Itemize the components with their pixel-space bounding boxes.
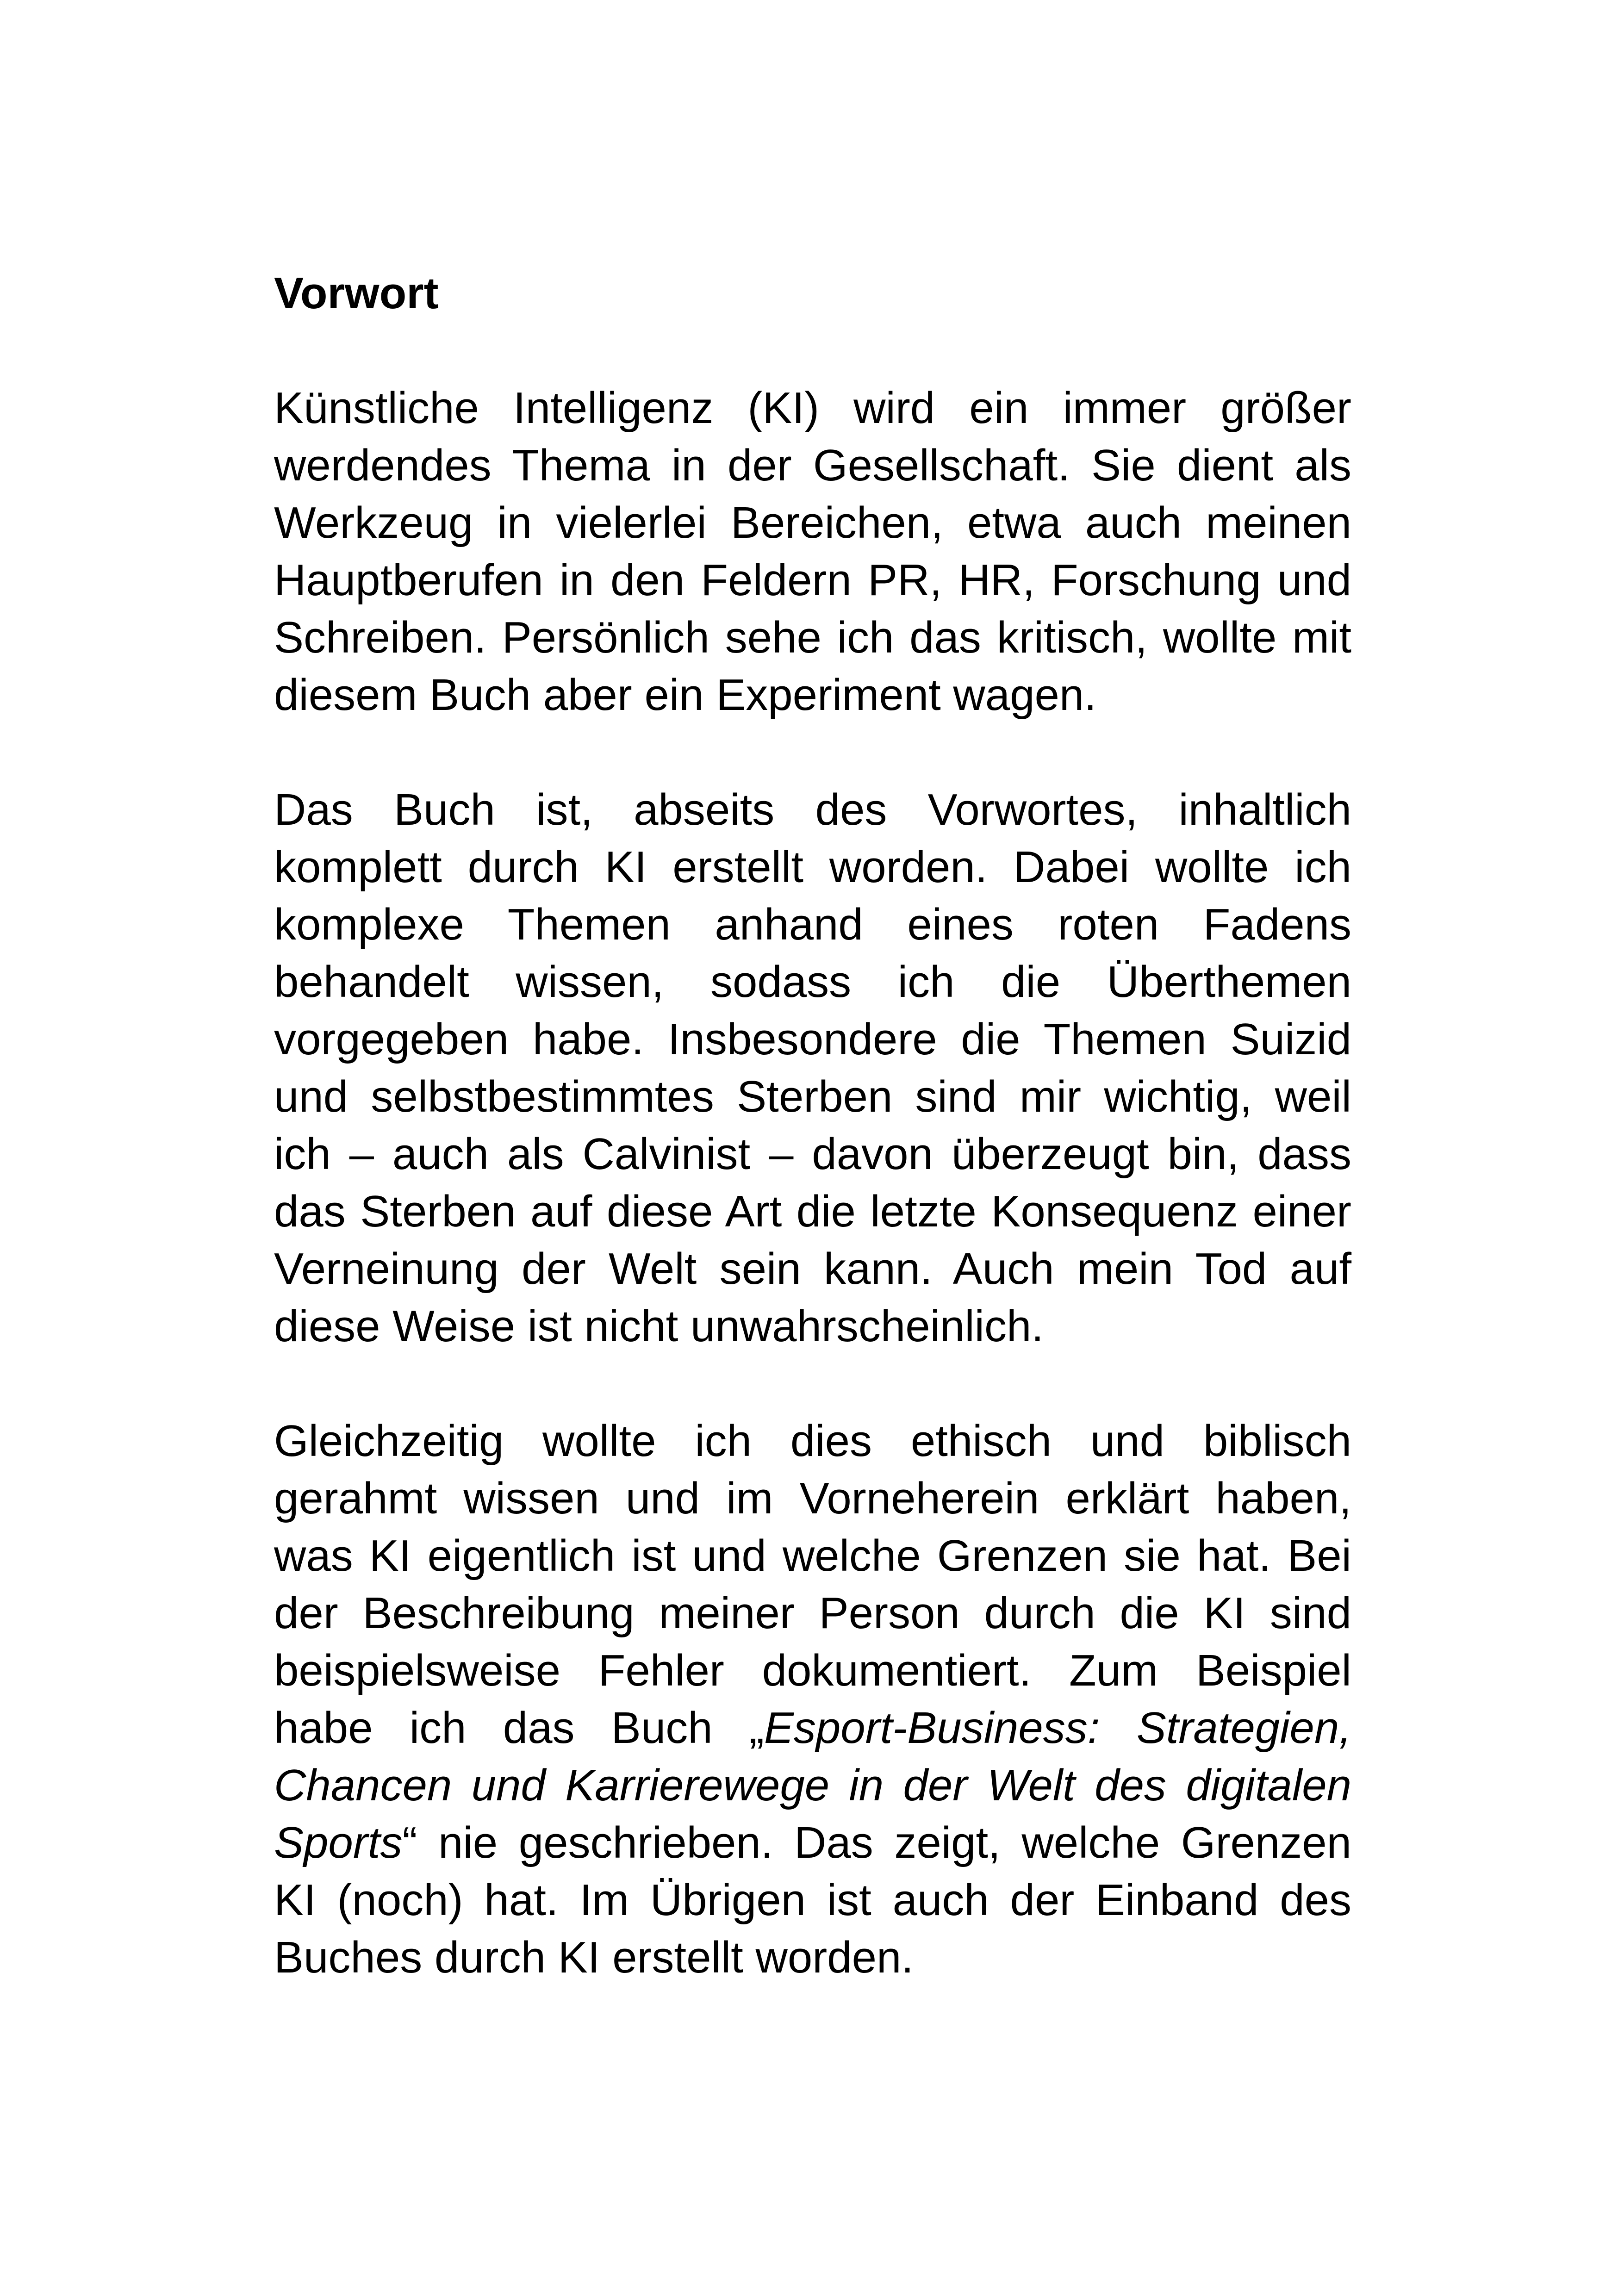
paragraph-3 — [274, 1412, 1351, 1986]
paragraph-1: Künstliche Intelligenz (KI) wird ein immer größer werdendes Thema in der Gesellschaft. Sie dient als Werkzeug in vielerlei Bereichen, etwa auch meinen Hauptberufen in den Feldern PR, HR, Forschung und Schreiben. Persönlich sehe ich das kritisch, wollte mit diesem Buch aber ein Experiment wagen. — [274, 383, 1351, 720]
book-title: Esport-Business: Strategien, Chancen und Karrierewege in der Welt des digitalen Sports — [274, 1703, 1352, 1867]
paragraph-3-text-start: Gleichzeitig wollte ich dies ethisch und biblisch gerahmt wissen und im Vorneherein erklärt haben, was KI eigentlich ist und welche Grenzen sie hat. Bei der Beschreibung meiner Person durch die KI sind beispielsweise Fehler dokumentiert. Zum Beispiel habe ich das Buch „ — [274, 1416, 1351, 1753]
paragraph-3-text-end: “ nie geschrieben. Das zeigt, welche Grenzen KI (noch) hat. Im Übrigen ist auch der Einband des Buches durch KI erstellt worden. — [274, 1818, 1351, 1982]
foreword-text — [274, 265, 1351, 1986]
page-title: Vorwort — [274, 268, 439, 318]
paragraph-2: Das Buch ist, abseits des Vorwortes, inhaltlich komplett durch KI erstellt worden. Dabei wollte ich komplexe Themen anhand eines roten Fadens behandelt wissen, sodass ich die Überthemen vorgegeben habe. Insbesondere die Themen Suizid und selbstbestimmtes Sterben sind mir wichtig, weil ich – auch als Calvinist – davon überzeugt bin, dass das Sterben auf diese Art die letzte Konsequenz einer Verneinung der Welt sein kann. Auch mein Tod auf diese Weise ist nicht unwahrscheinlich. — [274, 785, 1351, 1351]
